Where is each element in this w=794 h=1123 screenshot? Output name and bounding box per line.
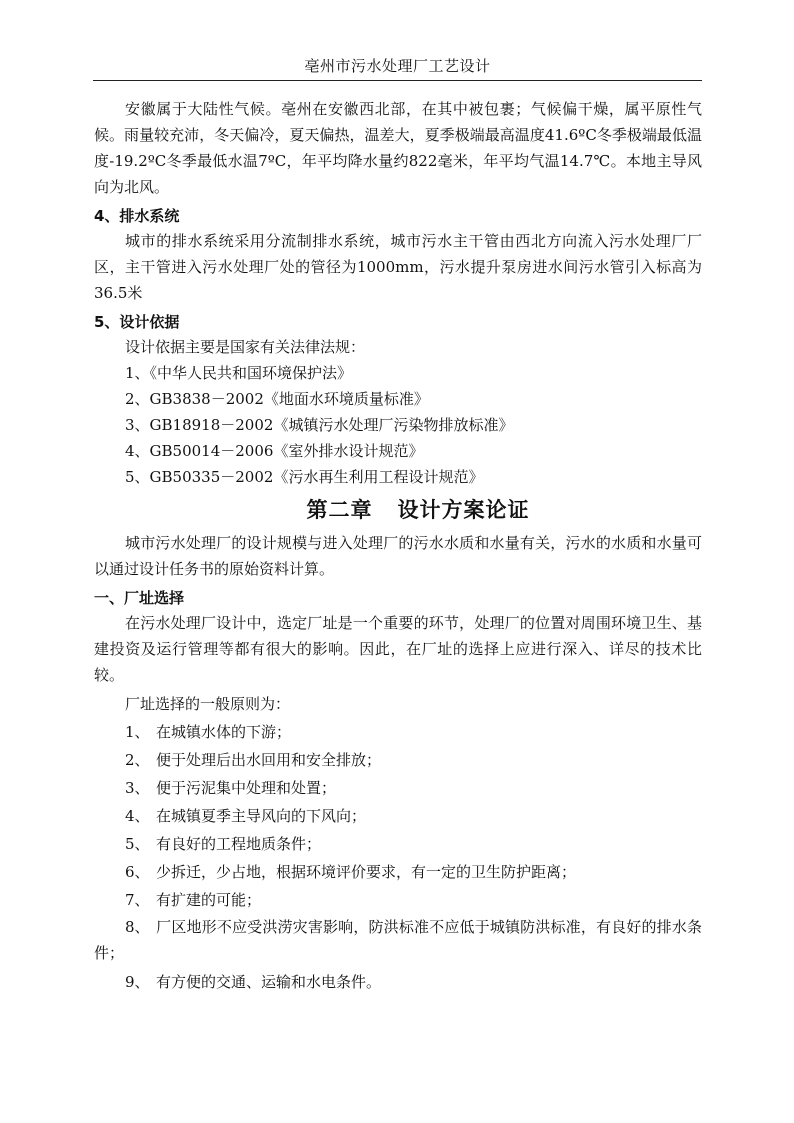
principle-number: 4、 [125,807,150,825]
principle-number: 6、 [125,863,150,881]
principle-number: 8、 [125,918,150,936]
basis-item: 3、GB18918－2002《城镇污水处理厂污染物排放标准》 [125,416,514,434]
drainage-paragraph: 城市的排水系统采用分流制排水系统，城市污水主干管由西北方向流入污水处理厂厂区，主干管进入污水处理厂处的管径为1000mm，污水提升泵房进水间污水管引入标高为36.5米 [94,232,702,302]
principle-item [94,830,702,858]
principle-number: 9、 [125,973,150,991]
principle-text: 有良好的工程地质条件； [156,835,322,853]
principle-item [94,914,702,966]
page-header: 亳州市污水处理厂工艺设计 [93,52,702,81]
principle-number: 3、 [125,779,150,797]
principle-text: 便于污泥集中处理和处置； [156,779,337,797]
principle-number: 5、 [125,835,150,853]
basis-item: 1、《中华人民共和国环境保护法》 [125,364,353,382]
drainage-heading: 4、排水系统 [94,207,180,225]
principle-number: 7、 [125,891,150,909]
basis-item: 2、GB3838－2002《地面水环境质量标准》 [125,390,429,408]
site-heading: 一、厂址选择 [94,589,185,607]
site-paragraph: 在污水处理厂设计中，选定厂址是一个重要的环节，处理厂的位置对周围环境卫生、基建投资及运行管理等都有很大的影响。因此，在厂址的选择上应进行深入、详尽的技术比较。 [94,614,702,684]
principle-text: 少拆迁，少占地，根据环境评价要求，有一定的卫生防护距离； [156,863,577,881]
principle-item [94,858,702,886]
principle-text: 在城镇夏季主导风向的下风向； [156,807,367,825]
principle-number: 2、 [125,751,150,769]
chapter-intro: 城市污水处理厂的设计规模与进入处理厂的污水水质和水量有关，污水的水质和水量可以通过设计任务书的原始资料计算。 [94,534,702,578]
principles-intro: 厂址选择的一般原则为： [125,695,291,713]
principle-text: 有扩建的可能； [156,891,262,909]
principle-text: 有方便的交通、运输和水电条件。 [156,973,382,991]
principle-item [94,968,702,996]
basis-item: 4、GB50014－2006《室外排水设计规范》 [125,442,424,460]
basis-item: 5、GB50335－2002《污水再生利用工程设计规范》 [125,468,484,486]
basis-heading: 5、设计依据 [94,313,180,331]
principle-item [94,886,702,914]
basis-intro: 设计依据主要是国家有关法律法规： [125,338,366,356]
principle-text: 厂区地形不应受洪涝灾害影响，防洪标准不应低于城镇防洪标准，有良好的排水条件； [94,918,702,962]
climate-paragraph: 安徽属于大陆性气候。亳州在安徽西北部，在其中被包裹；气候偏干燥，属平原性气候。雨量较充沛，冬天偏冷，夏天偏热，温差大，夏季极端最高温度41.6ºC冬季极端最低温度-19.2ºC冬季最低水温7ºC，年平均降水量约822毫米，年平均气温14.7℃。本地主导风向为北风。 [94,100,702,196]
principle-item [94,774,702,802]
principle-item [94,718,702,746]
principle-number: 1、 [125,723,150,741]
principle-item [94,746,702,774]
chapter-title: 第二章 设计方案论证 [306,497,530,522]
principle-item [94,802,702,830]
principle-text: 便于处理后出水回用和安全排放； [156,751,382,769]
principle-text: 在城镇水体的下游； [156,723,292,741]
document-body [94,96,702,996]
